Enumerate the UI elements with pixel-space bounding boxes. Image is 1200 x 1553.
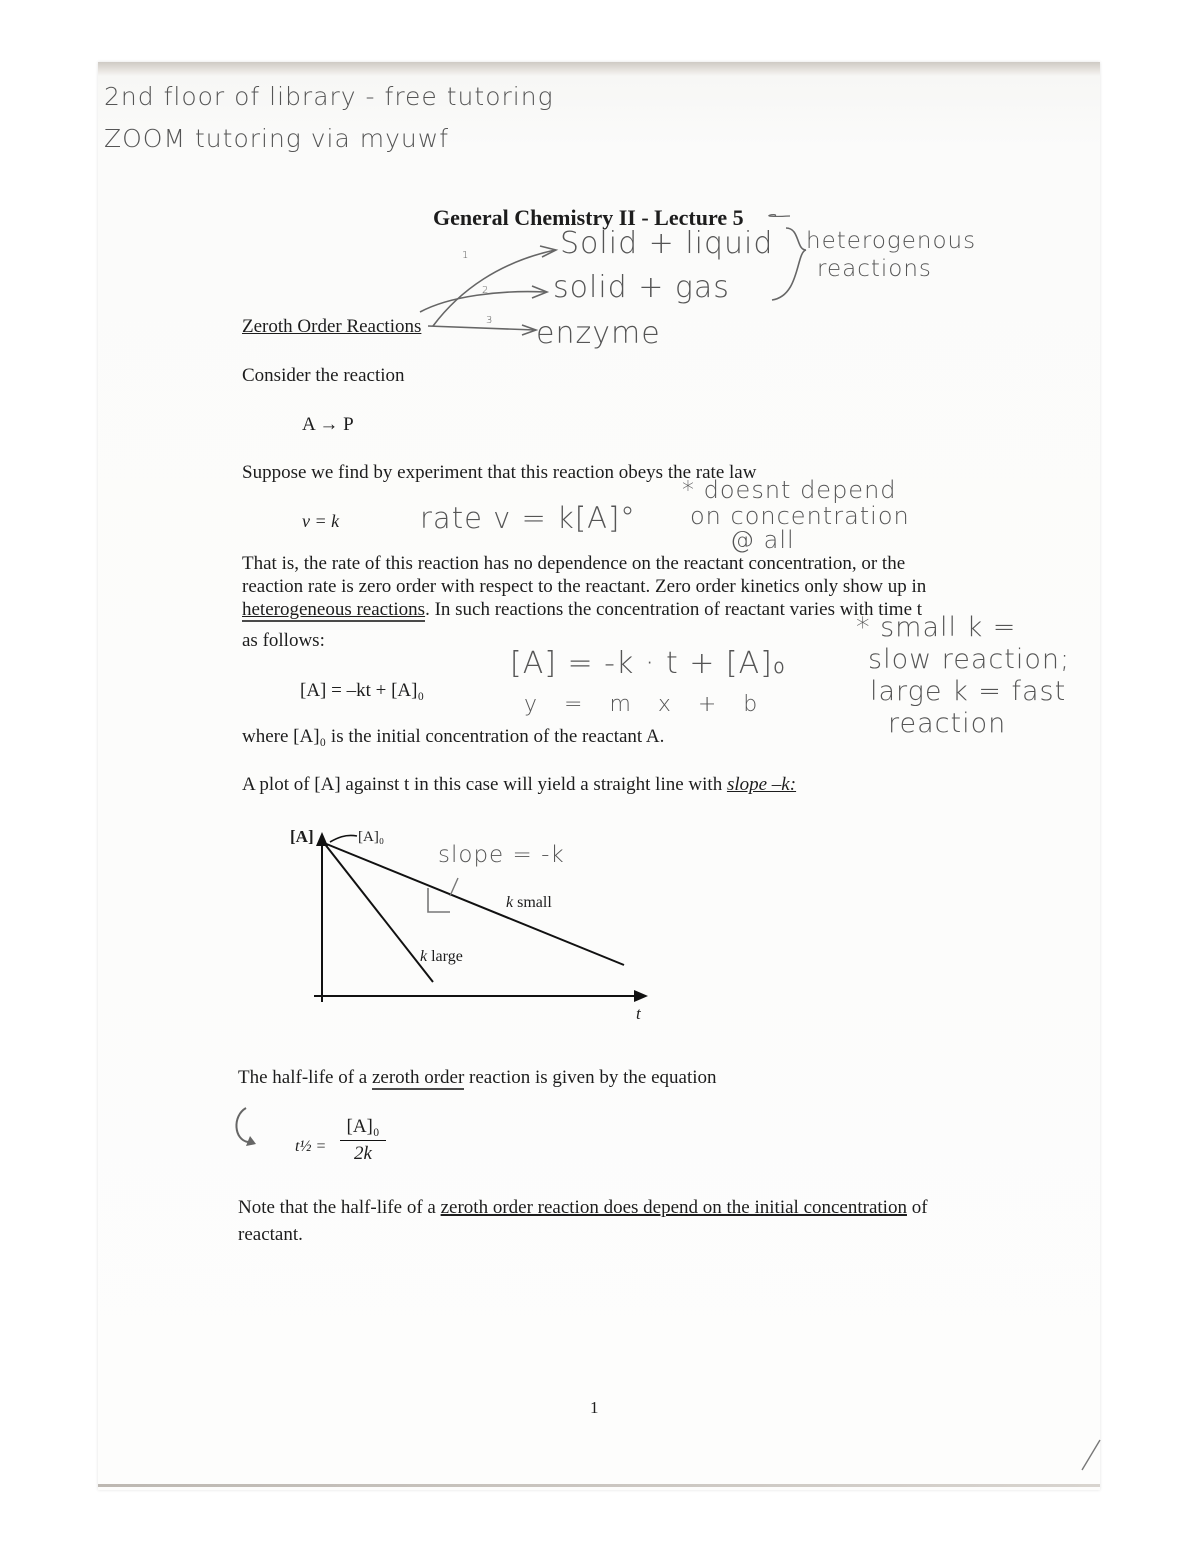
suppose-text: Suppose we find by experiment that this reaction obeys the rate law <box>242 462 757 483</box>
where-text: where [A]₀ is the initial concentration of the reactant A. <box>242 726 665 747</box>
heterogeneous-reactions-link: heterogeneous reactions <box>242 599 426 620</box>
consider-text: Consider the reaction <box>242 365 405 386</box>
paragraph-line-1: That is, the rate of this reaction has no dependence on the reactant concentration, or the <box>242 553 906 574</box>
rate-law: v = k <box>302 511 340 531</box>
annotation-no-depend-3: @ all <box>730 526 795 554</box>
annotation-solid-gas: solid + gas <box>553 270 730 305</box>
annotation-solid-liquid: Solid + liquid <box>560 226 774 261</box>
section-heading: Zeroth Order Reactions <box>242 316 422 337</box>
annotation-k-note-2: slow reaction; <box>868 644 1071 675</box>
halflife-fraction <box>340 1116 386 1165</box>
plot-sentence-main: A plot of [A] against t in this case will yield a straight line with <box>242 774 727 795</box>
annotation-k-note-1: * small k = <box>856 612 1017 643</box>
note-line-2: reactant. <box>238 1224 303 1245</box>
annotation-no-depend-2: on concentration <box>690 502 910 530</box>
paragraph-line-4: as follows: <box>242 630 325 651</box>
halflife-part-a: The half-life of a <box>238 1067 372 1088</box>
note-line-1 <box>238 1196 928 1219</box>
handwritten-note-1: 2nd floor of library - free tutoring <box>104 82 554 111</box>
annotation-enzyme: enzyme <box>536 316 661 351</box>
reaction-equation: A → P <box>302 414 354 435</box>
graph-intercept-label: [A]₀ <box>358 829 385 845</box>
annotation-rate: rate v = k[A]° <box>420 501 636 535</box>
note-part-b: zeroth order reaction does depend on the initial concentration <box>440 1197 907 1218</box>
fraction-denominator: 2k <box>354 1143 372 1164</box>
k-small-suffix: small <box>513 894 552 911</box>
annotation-num-1: 1 <box>462 250 470 261</box>
annotation-slope: slope = -k <box>438 842 565 868</box>
pointer-arrow-icon <box>226 1100 286 1160</box>
page-title: General Chemistry II - Lecture 5 <box>433 205 744 230</box>
paragraph-line-2: reaction rate is zero order with respect to the reactant. Zero order kinetics only show up in <box>242 576 927 597</box>
annotation-num-3: 3 <box>486 315 494 326</box>
annotation-k-note-3: large k = fast <box>870 676 1067 707</box>
graph-y-label: [A] <box>290 827 314 846</box>
zero-order-equation: [A] = –kt + [A]₀ <box>300 680 425 701</box>
annotation-line-equation: [A] = -k · t + [A]₀ <box>510 646 786 681</box>
handwritten-note-2: ZOOM tutoring via myuwf <box>104 124 450 153</box>
halflife-part-b: zeroth order <box>371 1067 465 1088</box>
graph-k-small-label: k small <box>506 894 552 911</box>
annotation-k-note-4: reaction <box>888 708 1007 739</box>
annotation-heterogenous: heterogenous <box>806 228 977 254</box>
annotation-reactions: reactions <box>817 256 932 282</box>
halflife-lhs: t½ = <box>295 1138 327 1155</box>
annotation-no-depend-1: * doesnt depend <box>682 476 897 504</box>
paragraph-line-3-rest: . In such reactions the concentration of reactant varies with time t <box>425 599 923 620</box>
annotation-num-2: 2 <box>482 285 490 296</box>
halflife-part-c: reaction is given by the equation <box>464 1067 717 1088</box>
halflife-sentence <box>238 1066 717 1089</box>
note-part-c: of <box>906 1197 928 1218</box>
page-bottom-edge <box>98 1484 1100 1487</box>
note-part-a: Note that the half-life of a <box>238 1197 441 1218</box>
k-large-suffix: large <box>427 948 463 965</box>
graph-x-label: t <box>636 1004 641 1023</box>
slope-k-text: slope –k: <box>726 774 797 795</box>
page-number: 1 <box>590 1398 599 1417</box>
annotation-ymxb: y = m x + b <box>524 692 759 717</box>
graph-k-large-label: k large <box>420 948 463 965</box>
fraction-numerator: [A]₀ <box>340 1116 386 1141</box>
line-k-large <box>324 843 433 982</box>
